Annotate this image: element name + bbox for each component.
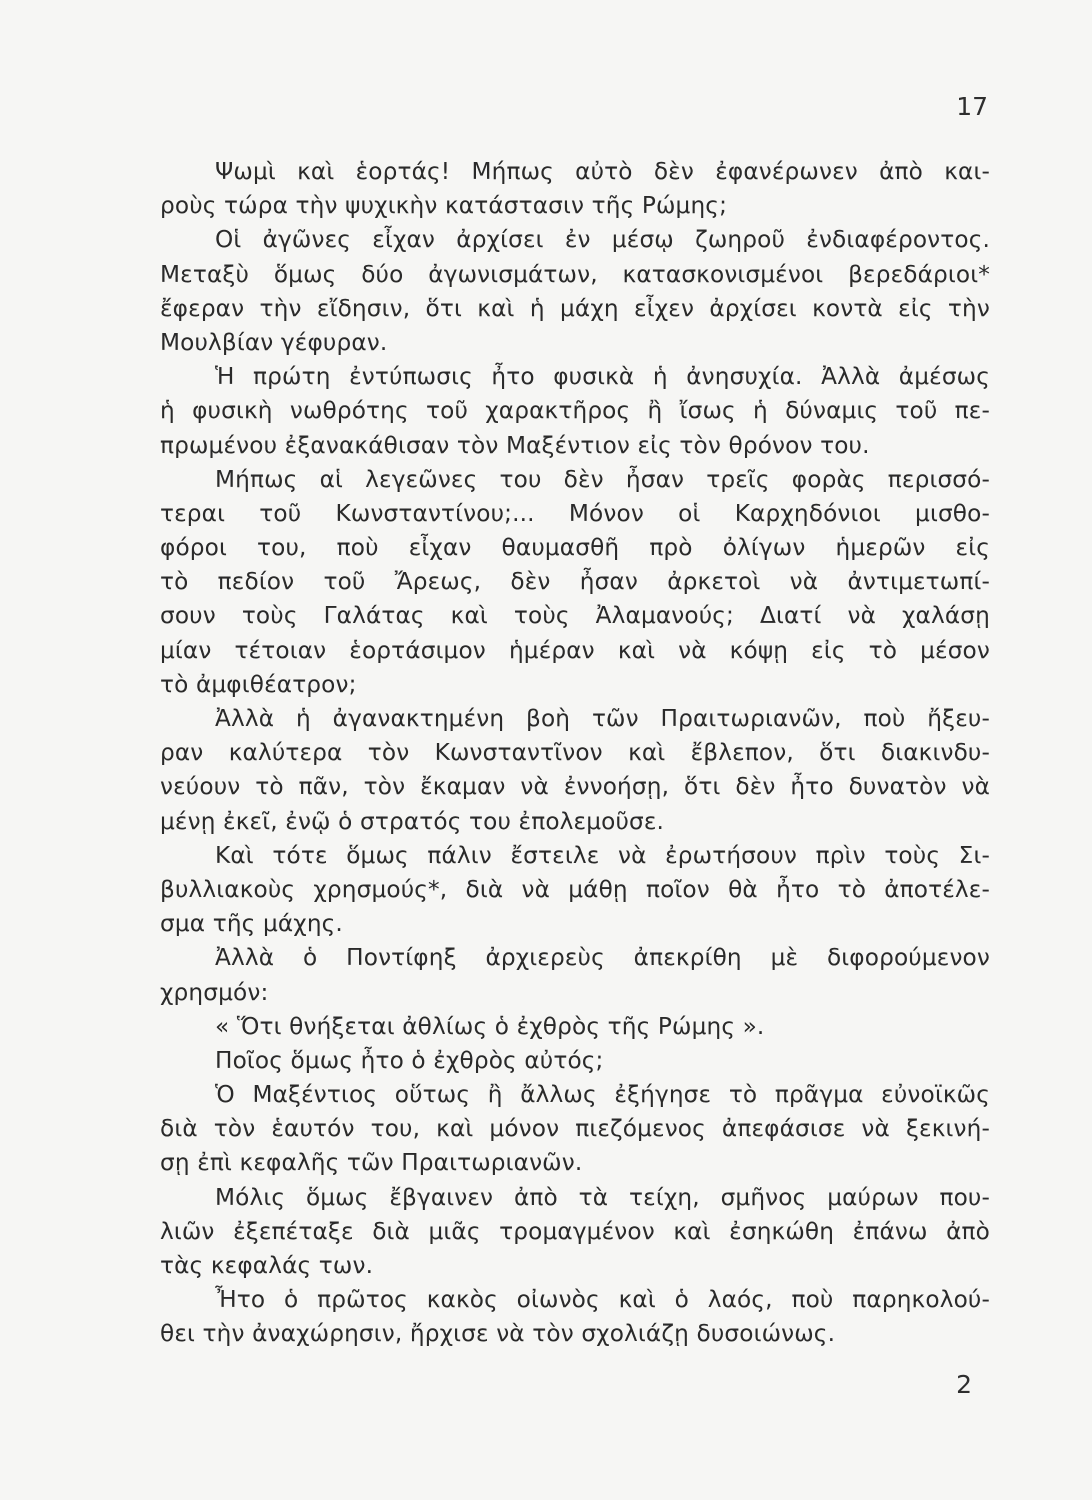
text-line: λιῶν ἐξεπέταξε διὰ μιᾶς τρομαγμένον καὶ ἐσηκώθη ἐπάνω ἀπὸ <box>160 1217 990 1245</box>
text-line: μένῃ ἐκεῖ, ἐνῷ ὁ στρατός του ἐπολεμοῦσε. <box>160 807 665 835</box>
text-line: τὸ ἀμφιθέατρον; <box>160 670 357 698</box>
text-line: σῃ ἐπὶ κεφαλῆς τῶν Πραιτωριανῶν. <box>160 1149 583 1177</box>
text-line: σμα τῆς μάχης. <box>160 910 343 938</box>
text-line: τὰς κεφαλάς των. <box>160 1252 374 1279</box>
text-line: Ἀλλὰ ἡ ἀγανακτημένη βοὴ τῶν Πραιτωριανῶν, ποὺ ἤξευ- <box>215 705 990 732</box>
text-line: χρησμόν: <box>160 978 269 1006</box>
text-line: θει τὴν ἀναχώρησιν, ἤρχισε νὰ τὸν σχολιάζῃ δυσοιώνως. <box>160 1320 836 1348</box>
text-line: Μήπως αἱ λεγεῶνες του δὲν ἦσαν τρεῖς φορὰς περισσό- <box>215 465 990 493</box>
text-line: ἔφεραν τὴν εἴδησιν, ὅτι καὶ ἡ μάχη εἶχεν ἀρχίσει κοντὰ εἰς τὴν <box>160 294 990 322</box>
text-line: ἡ φυσικὴ νωθρότης τοῦ χαρακτῆρος ἢ ἴσως ἡ δύναμις τοῦ πε- <box>160 397 990 425</box>
text-line: « Ὅτι θνήξεται ἀθλίως ὁ ἐχθρὸς τῆς Ρώμης ». <box>215 1012 765 1040</box>
text-line: νεύουν τὸ πᾶν, τὸν ἔκαμαν νὰ ἐννοήσῃ, ὅτι δὲν ἦτο δυνατὸν νὰ <box>160 773 990 801</box>
text-line: τὸ πεδίον τοῦ Ἄρεως, δὲν ἦσαν ἀρκετοὶ νὰ ἀντιμετωπί- <box>160 568 990 596</box>
text-line: Ψωμὶ καὶ ἑορτάς! Μήπως αὐτὸ δὲν ἐφανέρωνεν ἀπὸ και- <box>215 158 990 185</box>
text-line: μίαν τέτοιαν ἑορτάσιμον ἡμέραν καὶ νὰ κόψῃ εἰς τὸ μέσον <box>160 636 990 664</box>
text-line: Οἱ ἀγῶνες εἶχαν ἀρχίσει ἐν μέσῳ ζωηροῦ ἐνδιαφέροντος. <box>215 226 990 254</box>
text-line: σουν τοὺς Γαλάτας καὶ τοὺς Ἀλαμανούς; Διατί νὰ χαλάσῃ <box>160 602 990 630</box>
signature-mark: 2 <box>956 1370 972 1399</box>
text-line: Καὶ τότε ὅμως πάλιν ἔστειλε νὰ ἐρωτήσουν πρὶν τοὺς Σι- <box>215 841 990 869</box>
body-text <box>160 155 990 1352</box>
text-line: τεραι τοῦ Κωνσταντίνου;... Μόνον οἱ Καρχηδόνιοι μισθο- <box>160 499 990 527</box>
text-line: Μεταξὺ ὅμως δύο ἀγωνισμάτων, κατασκονισμένοι βερεδάριοι* <box>160 260 990 288</box>
text-line: βυλλιακοὺς χρησμούς*, διὰ νὰ μάθῃ ποῖον θὰ ἦτο τὸ ἀποτέλε- <box>160 875 990 903</box>
text-line: Ὁ Μαξέντιος οὕτως ἢ ἄλλως ἐξήγησε τὸ πρᾶγμα εὐνοϊκῶς <box>215 1081 990 1109</box>
text-line: Ἦτο ὁ πρῶτος κακὸς οἰωνὸς καὶ ὁ λαός, ποὺ παρηκολού- <box>215 1286 990 1314</box>
text-line: ροὺς τώρα τὴν ψυχικὴν κατάστασιν τῆς Ρώμης; <box>160 192 728 220</box>
text-line: διὰ τὸν ἑαυτόν του, καὶ μόνον πιεζόμενος ἀπεφάσισε νὰ ξεκινή- <box>160 1115 990 1143</box>
text-line: ραν καλύτερα τὸν Κωνσταντῖνον καὶ ἔβλεπον, ὅτι διακινδυ- <box>160 739 990 767</box>
page-number: 17 <box>956 92 988 121</box>
text-line: Ἀλλὰ ὁ Ποντίφηξ ἀρχιερεὺς ἀπεκρίθη μὲ διφορούμενον <box>215 944 990 972</box>
text-line: Ἡ πρώτη ἐντύπωσις ἦτο φυσικὰ ἡ ἀνησυχία. Ἀλλὰ ἀμέσως <box>215 363 990 391</box>
text-line: πρωμένου ἐξανακάθισαν τὸν Μαξέντιον εἰς τὸν θρόνον του. <box>160 431 870 459</box>
text-line: Μουλβίαν γέφυραν. <box>160 328 388 356</box>
text-line: Μόλις ὅμως ἔβγαινεν ἀπὸ τὰ τείχη, σμῆνος μαύρων που- <box>215 1183 990 1211</box>
text-line: Ποῖος ὅμως ἦτο ὁ ἐχθρὸς αὐτός; <box>215 1046 604 1074</box>
text-line: φόροι του, ποὺ εἶχαν θαυμασθῆ πρὸ ὀλίγων ἡμερῶν εἰς <box>160 534 990 562</box>
